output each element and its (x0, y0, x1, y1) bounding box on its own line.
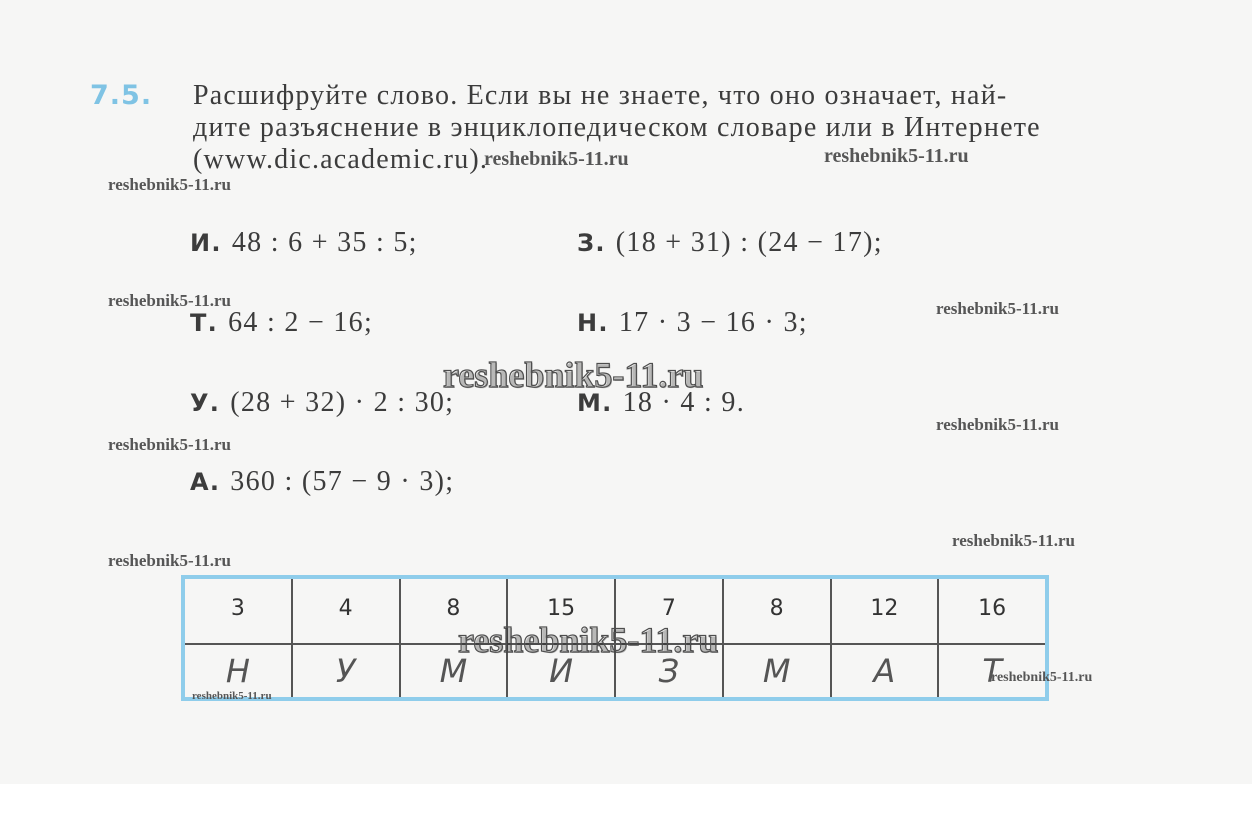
answer-number-cell: 4 (293, 579, 401, 643)
expression-value: 17 · 3 − 16 · 3; (618, 307, 808, 338)
exercise-number: 7.5. (90, 80, 153, 111)
expression-value: 64 : 2 − 16; (228, 307, 374, 338)
answer-letter-cell: Н (185, 645, 293, 697)
answer-number-cell: 16 (978, 595, 1007, 621)
answer-letter-cell: И (508, 645, 616, 697)
expression-value: 48 : 6 + 35 : 5; (231, 227, 418, 258)
answer-number-cell: 8 (401, 579, 509, 643)
watermark: reshebnik5-11.ru (952, 531, 1075, 550)
answer-number-cell: 8 (724, 579, 832, 643)
expression-letter: Н. (577, 309, 609, 337)
watermark: reshebnik5-11.ru (108, 291, 231, 310)
answer-number-cell: 7 (616, 579, 724, 643)
answer-letter-cell: М (401, 645, 509, 697)
watermark: reshebnik5-11.ru (443, 355, 704, 395)
task-text (193, 80, 1148, 176)
expression-letter: З. (577, 229, 606, 257)
expression-a (190, 466, 454, 498)
watermark: reshebnik5-11.ru (936, 415, 1059, 434)
watermark: reshebnik5-11.ru (108, 175, 231, 194)
answer-letter-cell: З (616, 645, 724, 697)
answer-number-cell: 3 (185, 579, 293, 643)
expression-i (190, 227, 418, 259)
expression-value: (18 + 31) : (24 − 17); (615, 227, 883, 258)
watermark: reshebnik5-11.ru (936, 299, 1059, 318)
expression-n (577, 307, 808, 339)
watermark: reshebnik5-11.ru (108, 551, 231, 570)
watermark: reshebnik5-11.ru (192, 690, 272, 702)
expression-z (577, 227, 883, 259)
expression-letter: А. (190, 468, 221, 496)
expression-value: 360 : (57 − 9 · 3); (230, 466, 455, 497)
watermark: reshebnik5-11.ru (991, 670, 1093, 685)
watermark: reshebnik5-11.ru (484, 148, 629, 170)
answer-letter-cell: А (832, 645, 940, 697)
answer-number-cell: 15 (508, 579, 616, 643)
expression-letter: Т. (190, 309, 219, 337)
expression-value: (28 + 32) · 2 : 30; (230, 387, 455, 418)
watermark: reshebnik5-11.ru (824, 145, 969, 167)
expression-u (190, 387, 454, 419)
expression-letter: М. (577, 389, 613, 417)
expression-letter: У. (190, 389, 221, 417)
task-line: (www.dic.academic.ru). (193, 144, 489, 175)
task-line: дите разъяснение в энциклопедическом словаре или в Интернете (193, 112, 1041, 143)
watermark: reshebnik5-11.ru (458, 620, 719, 660)
answer-number-cell: 12 (832, 579, 940, 643)
expression-t (190, 307, 373, 339)
expression-value: 18 · 4 : 9. (622, 387, 746, 418)
answer-letter-cell: У (293, 645, 401, 697)
watermark: reshebnik5-11.ru (108, 435, 231, 454)
task-line: Расшифруйте слово. Если вы не знаете, что оно означает, най- (193, 80, 1008, 111)
answer-letter-cell: М (724, 645, 832, 697)
answer-letter-cell: Т (982, 652, 1002, 690)
expression-letter: И. (190, 229, 222, 257)
